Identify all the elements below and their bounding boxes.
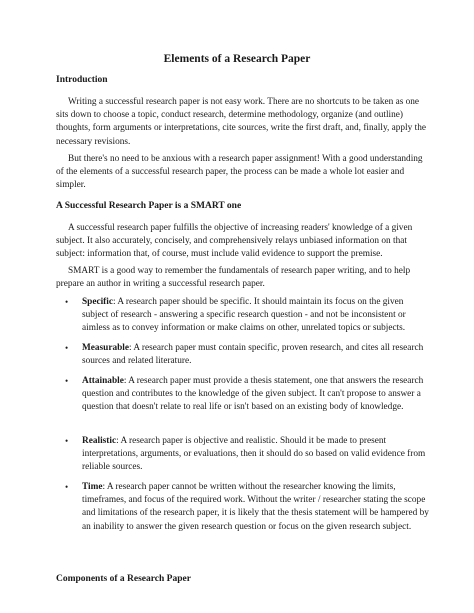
bullet-text [82,375,430,415]
bullet-term: Time [82,482,103,492]
heading-components: Components of a Research Paper [56,574,191,584]
bullet-description: : A research paper should be specific. It should maintain its focus on the given subject of research - answering a specific research question - and not be inconsistent or aimless as to convey information or make claims on other, unrelated topics or subjects. [82,297,406,334]
bullet-icon: • [65,297,69,307]
smart-paragraph-1: A successful research paper fulfills the objective of increasing readers' knowledge of a given subject. It also accurately, concisely, and comprehensively relays unbiased information on that subject: information that, of course, must include valid evidence to support the premise. [56,223,413,260]
bullet-description: : A research paper must provide a thesis statement, one that answers the research question and contributes to the knowledge of the given subject. It can't propose to answer a question that doesn't relate to real life or isn't based on an existing body of knowledge. [82,376,424,413]
heading-introduction: Introduction [56,75,108,85]
smart-paragraph-2: SMART is a good way to remember the fundamentals of research paper writing, and to help prepare an author in writing a successful research paper. [56,266,411,290]
bullet-text [82,296,430,336]
bullet-text [82,342,430,368]
bullet-icon: • [65,376,69,386]
bullet-text [82,481,430,534]
bullet-term: Attainable [82,376,124,386]
bullet-description: : A research paper must contain specific, proven research, and cites all research sources and related literature. [82,343,424,367]
intro-paragraph-1: Writing a successful research paper is not easy work. There are no shortcuts to be taken as one sits down to choose a topic, conduct research, determine methodology, organize (and outline) thoughts, form arguments or interpretations, cite sources, write the first draft, and, finally, apply the necessary revisions. [56,97,426,147]
bullet-description: : A research paper is objective and realistic. Should it be made to present interpretations, arguments, or evaluations, then it should do so based on valid evidence from reliable sources. [82,436,426,473]
intro-paragraph-2: But there's no need to be anxious with a research paper assignment! With a good understanding of the elements of a successful research paper, the process can be made a whole lot easier and simpler. [56,154,423,191]
page-title: Elements of a Research Paper [163,53,311,65]
bullet-icon: • [65,343,69,353]
bullet-description: : A research paper cannot be written without the researcher knowing the limits, timeframes, and focus of the required work. Without the writer / researcher stating the scope and limitations of the research paper, it is likely that the thesis statement will be hampered by an inability to answer the given research question or focus on the given research subject. [82,482,429,532]
bullet-text [82,435,430,475]
bullet-term: Realistic [82,436,117,446]
bullet-icon: • [65,436,69,446]
heading-smart: A Successful Research Paper is a SMART one [56,201,242,211]
bullet-term: Measurable [82,343,129,353]
bullet-term: Specific [82,297,113,307]
bullet-icon: • [65,482,69,492]
